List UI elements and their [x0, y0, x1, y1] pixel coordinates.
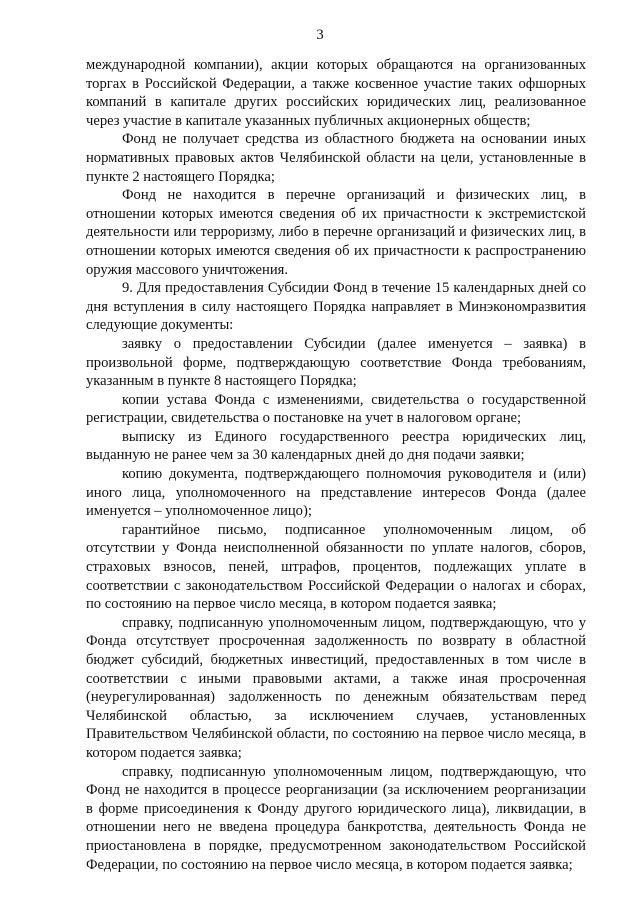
paragraph-clause-9: 9. Для предоставления Субсидии Фонд в течение 15 календарных дней со дня вступления в силу настоящего Порядка направляет в Минэкономразвития следующие документы: — [86, 280, 586, 334]
page-number: 3 — [316, 27, 324, 43]
paragraph-continuation: международной компании), акции которых обращаются на организованных торгах в Российской Федерации, а также косвенное участие таких офшорных компаний в капитале других российских юридических лиц, реализованное через участие в капитале указанных публичных акционерных обществ; — [86, 57, 586, 129]
paragraph: справку, подписанную уполномоченным лицом, подтверждающую, что у Фонда отсутствует просроченная задолженность по возврату в областной бюджет субсидий, бюджетных инвестиций, предоставленных в том числе в соответствии с иными правовыми актами, а также иная просроченная (неурегулированная) задолженность по денежным обязательствам перед Челябинской областью, за исключением случаев, установленных Правительством Челябинской области, по состоянию на первое число месяца, в котором подается заявка; — [86, 614, 586, 761]
document-body — [86, 56, 586, 874]
paragraph: Фонд не получает средства из областного бюджета на основании иных нормативных правовых актов Челябинской области на цели, установленные в пункте 2 настоящего Порядка; — [86, 131, 586, 185]
paragraph: гарантийное письмо, подписанное уполномоченным лицом, об отсутствии у Фонда неисполненной обязанности по уплате налогов, сборов, страховых взносов, пеней, штрафов, процентов, подлежащих уплате в соответствии с законодательством Российской Федерации о налогах и сборах, по состоянию на первое число месяца, в котором подается заявка; — [86, 521, 586, 613]
paragraph: Фонд не находится в перечне организаций и физических лиц, в отношении которых имеются сведения об их причастности к экстремистской деятельности или терроризму, либо в перечне организаций и физических лиц, в отношении которых имеются сведения об их причастности к распространению оружия массового уничтожения. — [86, 187, 586, 278]
paragraph: копии устава Фонда с изменениями, свидетельства о государственной регистрации, свидетельства о постановке на учет в налоговом органе; — [86, 391, 586, 427]
paragraph: выписку из Единого государственного реестра юридических лиц, выданную не ранее чем за 30 календарных дней до дня подачи заявки; — [86, 428, 586, 464]
paragraph: справку, подписанную уполномоченным лицом, подтверждающую, что Фонд не находится в процессе реорганизации (за исключением реорганизации в форме присоединения к Фонду другого юридического лица), ликвидации, в отношении него не введена процедура банкротства, деятельность Фонда не приостановлена в порядке, предусмотренном законодательством Российской Федерации, по состоянию на первое число месяца, в котором подается заявка; — [86, 763, 586, 873]
paragraph: заявку о предоставлении Субсидии (далее именуется – заявка) в произвольной форме, подтверждающую соответствие Фонда требованиям, указанным в пункте 8 настоящего Порядка; — [86, 335, 586, 390]
paragraph: копию документа, подтверждающего полномочия руководителя и (или) иного лица, уполномоченного на представление интересов Фонда (далее именуется – уполномоченное лицо); — [86, 466, 586, 520]
